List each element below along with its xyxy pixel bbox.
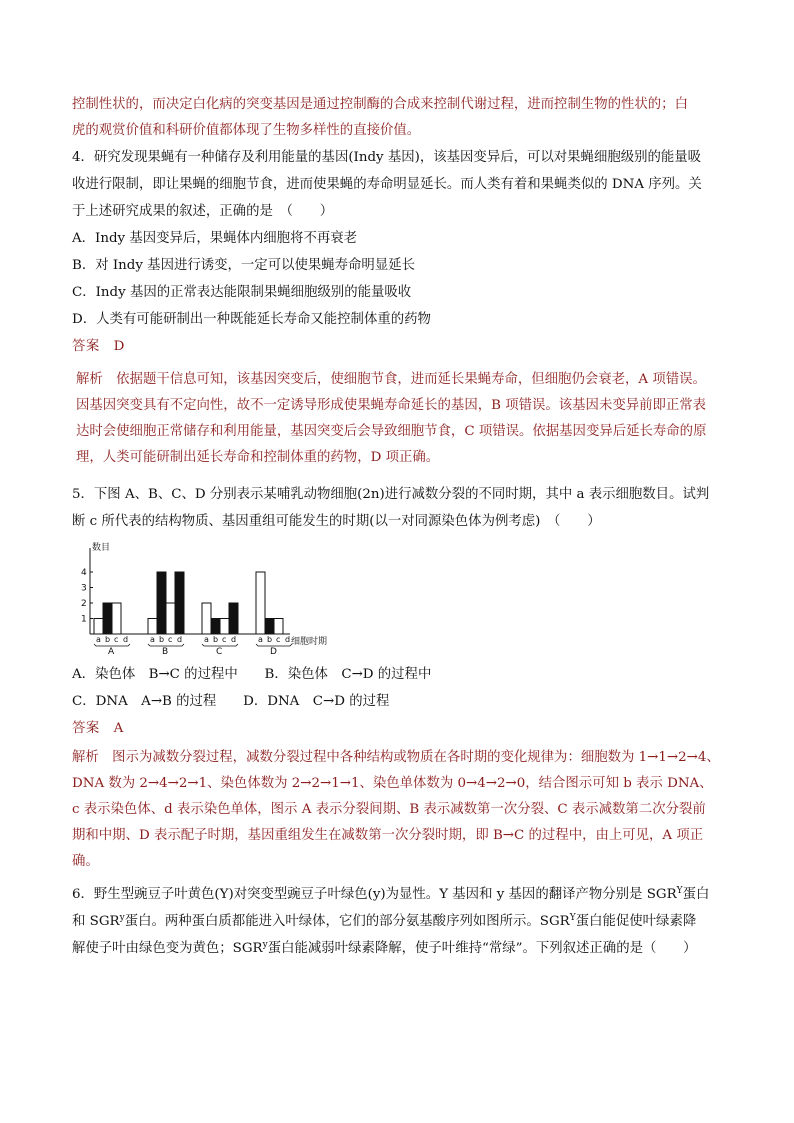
bar [175, 572, 184, 634]
q5-answer: 答案 A [72, 721, 124, 736]
q6-line-1-text: 6．野生型豌豆子叶黄色(Y)对突变型豌豆子叶绿色(y)为显性。Y 基因和 y 基因的翻译产物分别是 SGR [72, 887, 677, 902]
bar [274, 619, 283, 635]
bar-series-label: a [96, 635, 101, 644]
bar [202, 603, 211, 634]
q4-analysis-line-2: 因基因突变具有不定向性，故不一定诱导形成使果蝇寿命延长的基因，B 项错误。该基因未变异前即正常表 [76, 398, 707, 413]
q4-option-d: D．人类有可能研制出一种既能延长寿命又能控制体重的药物 [72, 312, 431, 327]
bar-series-label: d [123, 635, 129, 644]
bar-series-label: a [150, 635, 155, 644]
group-bracket [148, 644, 184, 646]
bar-series-label: c [114, 635, 119, 644]
q6-line-2 [72, 912, 696, 933]
y-tick-label: 2 [81, 599, 87, 609]
q6-line-2-sup2: Y [569, 913, 576, 923]
bar [211, 619, 220, 635]
q6-line-2-c: 蛋白能促使叶绿素降 [575, 914, 697, 929]
x-axis-label: 细胞时期 [291, 637, 328, 647]
q4-stem-line-3: 于上述研究成果的叙述，正确的是 （ ） [72, 204, 334, 219]
group-label: D [270, 647, 277, 657]
bar [148, 619, 157, 635]
y-tick-label: 3 [81, 583, 87, 594]
q5-analysis-line-5: 确。 [72, 854, 99, 869]
bar-series-label: c [222, 635, 227, 644]
q4-option-c: C．Indy 基因的正常表达能限制果蝇细胞级别的能量吸收 [72, 285, 412, 300]
q4-stem-line-2: 收进行限制，即让果蝇的细胞节食，进而使果蝇的寿命明显延长。而人类有着和果蝇类似的 DNA 序列。关 [72, 177, 702, 192]
q6-line-3-a: 解使子叶由绿色变为黄色；SGR [72, 941, 263, 956]
bar [157, 572, 166, 634]
bar-series-label: b [267, 635, 273, 644]
intro-line-1: 控制性状的，而决定白化病的突变基因是通过控制酶的合成来控制代谢过程，进而控制生物的性状的；白 [72, 97, 688, 112]
y-axis-label: 数目 [92, 543, 111, 553]
bar-series-label: b [159, 635, 165, 644]
q5-analysis-line-2: DNA 数为 2→4→2→1、染色体数为 2→2→1→1、染色单体数为 0→4→2→0，结合图示可知 b 表示 DNA、 [72, 776, 713, 791]
bar-series-label: d [231, 635, 237, 644]
q6-line-3-b: 蛋白能减弱叶绿素降解，使子叶维持“常绿”。下列叙述正确的是（ ） [267, 941, 697, 956]
intro-line-2: 虎的观赏价值和科研价值都体现了生物多样性的直接价值。 [72, 123, 421, 138]
group-label: B [162, 647, 169, 657]
bar [220, 619, 229, 635]
q4-analysis-line-1: 解析 依据题干信息可知，该基因突变后，使细胞节食，进而延长果蝇寿命，但细胞仍会衰老，A 项错误。 [76, 372, 706, 387]
q6-line-3 [72, 939, 697, 960]
bar [166, 603, 175, 634]
q6-line-1-sup: Y [676, 886, 683, 896]
q4-option-a: A．Indy 基因变异后，果蝇体内细胞将不再衰老 [72, 231, 358, 246]
q4-analysis-line-3: 达时会使细胞正常储存和利用能量，基因突变后会导致细胞节食，C 项错误。依据基因变异后延长寿命的原 [76, 424, 707, 439]
group-label: C [216, 647, 223, 657]
q4-answer: 答案 D [72, 339, 125, 354]
group-bracket [256, 644, 292, 646]
q6-line-2-sup: y [119, 913, 125, 923]
bar [229, 603, 238, 634]
q6-line-3-sup: y [262, 940, 268, 950]
bar-series-label: a [204, 635, 209, 644]
q5-stem-line-1: 5．下图 A、B、C、D 分别表示某哺乳动物细胞(2n)进行减数分裂的不同时期，其中 a 表示细胞数目。试判 [72, 487, 710, 502]
cell-division-bar-chart [70, 538, 350, 658]
bar [112, 603, 121, 634]
q6-line-2-a: 和 SGR [72, 914, 120, 929]
bar [103, 603, 112, 634]
y-tick-label: 4 [81, 568, 87, 578]
q5-options-line-1: A．染色体 B→C 的过程中 B．染色体 C→D 的过程中 [72, 667, 432, 682]
q6-line-1-end: 蛋白 [682, 887, 710, 902]
bar-series-label: b [213, 635, 219, 644]
bar-series-label: d [177, 635, 183, 644]
bar-series-label: b [105, 635, 111, 644]
group-label: A [108, 647, 115, 657]
bar-series-label: c [276, 635, 281, 644]
q4-option-b: B．对 Indy 基因进行诱变，一定可以使果蝇寿命明显延长 [72, 258, 415, 273]
q6-line-2-b: 蛋白。两种蛋白质都能进入叶绿体，它们的部分氨基酸序列如图所示。SGR [124, 914, 570, 929]
y-tick-label: 1 [81, 614, 87, 625]
bar-series-label: d [285, 635, 291, 644]
bar [94, 619, 103, 635]
q5-analysis-line-4: 期和中期、D 表示配子时期，基因重组发生在减数第一次分裂时期，即 B→C 的过程中，由上可见，A 项正 [72, 828, 704, 843]
q5-options-line-2: C．DNA A→B 的过程 D．DNA C→D 的过程 [72, 694, 390, 709]
q5-analysis-line-3: c 表示染色体、d 表示染色单体，图示 A 表示分裂间期、B 表示减数第一次分裂、C 表示减数第二次分裂前 [72, 802, 706, 817]
q6-line-1 [72, 885, 709, 906]
q5-analysis-line-1: 解析 图示为减数分裂过程，减数分裂过程中各种结构或物质在各时期的变化规律为：细胞数为 1→1→2→4、 [72, 750, 720, 765]
bar [256, 572, 265, 634]
bar-series-label: a [258, 635, 263, 644]
q5-stem-line-2: 断 c 所代表的结构物质、基因重组可能发生的时期(以一对同源染色体为例考虑) （ ） [72, 514, 601, 529]
q4-stem-line-1: 4．研究发现果蝇有一种储存及利用能量的基因(Indy 基因)，该基因变异后，可以对果蝇细胞级别的能量吸 [72, 150, 702, 165]
group-bracket [94, 644, 130, 646]
q4-analysis-line-4: 理，人类可能研制出延长寿命和控制体重的药物，D 项正确。 [76, 450, 440, 465]
bar [265, 619, 274, 635]
group-bracket [202, 644, 238, 646]
bar-series-label: c [168, 635, 173, 644]
